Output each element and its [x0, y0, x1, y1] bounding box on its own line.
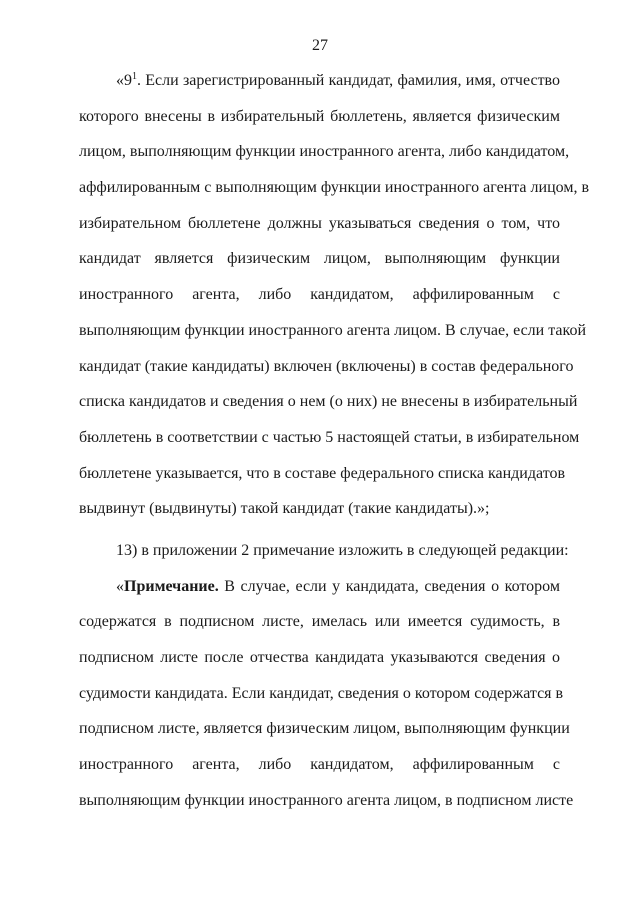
text-line: избирательном бюллетене должны указываться сведения о том, что [79, 214, 560, 232]
text-line: подписном листе после отчества кандидата указываются сведения о [79, 649, 560, 666]
text-line: списка кандидатов и сведения о нем (о них) не внесены в избирательный [79, 393, 578, 411]
document-body [79, 71, 590, 826]
text-line: содержатся в подписном листе, имелась или имеется судимость, в [79, 613, 560, 631]
text-line: 13) в приложении 2 примечание изложить в следующей редакции: [116, 541, 569, 559]
text-line: подписном листе, является физическим лицом, выполняющим функции [79, 720, 570, 738]
text-line: выполняющим функции иностранного агента лицом. В случае, если такой [79, 321, 587, 339]
text-line: выдвинут (выдвинуты) такой кандидат (такие кандидаты).»; [79, 500, 490, 518]
text-line: бюллетень в соответствии с частью 5 настоящей статьи, в избирательном [79, 428, 580, 446]
text-line: иностранного агента, либо кандидатом, аффилированным с [79, 756, 560, 774]
text-line: «$9^1$. Если зарегистрированный кандидат, фамилия, имя, отчество [116, 71, 560, 89]
text-line: кандидат является физическим лицом, выполняющим функции [79, 250, 560, 268]
text-line: иностранного агента, либо кандидатом, аффилированным с [79, 286, 560, 304]
paragraph-article-9-1 [79, 71, 590, 535]
text-line: лицом, выполняющим функции иностранного агента, либо кандидатом, [79, 143, 570, 161]
text-line: кандидат (такие кандидаты) включен (включены) в состав федерального [79, 357, 574, 375]
page-number: 27 [312, 37, 328, 54]
text-line: бюллетене указывается, что в составе федерального списка кандидатов [79, 464, 566, 482]
text-line: которого внесены в избирательный бюллетень, является физическим [79, 107, 560, 125]
superscript: 1 [132, 71, 137, 82]
text-line: выполняющим функции иностранного агента лицом, в подписном листе [79, 791, 574, 809]
paragraph-note [79, 577, 574, 827]
text-line: судимости кандидата. Если кандидат, сведения о котором содержатся в [79, 684, 564, 702]
note-heading: Примечание. [124, 577, 219, 595]
paragraph-item-13 [79, 541, 569, 577]
text-line: «Примечание. В случае, если у кандидата, сведения о котором [116, 577, 560, 595]
text-line: аффилированным с выполняющим функции иностранного агента лицом, в [79, 179, 590, 197]
